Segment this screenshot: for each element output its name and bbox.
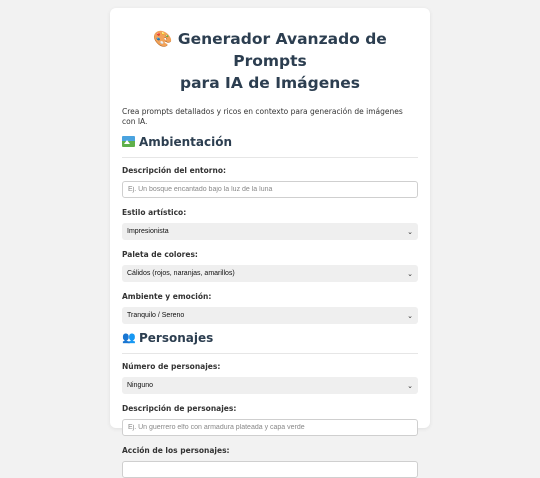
section-personajes-heading xyxy=(122,330,418,354)
title-line-1: Generador Avanzado de Prompts xyxy=(177,30,387,70)
ambiente-emocion-select[interactable] xyxy=(122,307,418,324)
field-paleta-colores xyxy=(122,250,418,282)
label-paleta-colores: Paleta de colores: xyxy=(122,250,198,259)
chevron-down-icon: ⌄ xyxy=(407,312,413,320)
page-subtitle: Crea prompts detallados y ricos en contexto para generación de imágenes con IA. xyxy=(122,107,403,126)
title-line-2: para IA de Imágenes xyxy=(180,74,360,92)
field-ambiente-emocion xyxy=(122,292,418,324)
chevron-down-icon: ⌄ xyxy=(407,270,413,278)
form-card xyxy=(110,8,430,455)
descripcion-personajes-input[interactable] xyxy=(122,419,418,436)
field-descripcion-personajes xyxy=(122,404,418,436)
section-ambientacion-title: Ambientación xyxy=(139,134,233,149)
estilo-artistico-value: Impresionista xyxy=(127,228,169,235)
accion-personajes-input[interactable] xyxy=(122,461,418,478)
label-estilo-artistico: Estilo artístico: xyxy=(122,208,187,217)
numero-personajes-select[interactable] xyxy=(122,377,418,394)
palette-icon: 🎨 xyxy=(153,30,173,48)
landscape-icon xyxy=(122,136,135,147)
descripcion-entorno-input[interactable] xyxy=(122,181,418,198)
paleta-colores-select[interactable] xyxy=(122,265,418,282)
page-title xyxy=(122,28,418,94)
field-numero-personajes xyxy=(122,362,418,394)
ambiente-emocion-value: Tranquilo / Sereno xyxy=(127,312,185,319)
label-numero-personajes: Número de personajes: xyxy=(122,362,221,371)
label-accion-personajes: Acción de los personajes: xyxy=(122,446,230,455)
label-descripcion-personajes: Descripción de personajes: xyxy=(122,404,237,413)
section-ambientacion-heading xyxy=(122,134,418,158)
estilo-artistico-select[interactable] xyxy=(122,223,418,240)
paleta-colores-value: Cálidos (rojos, naranjas, amarillos) xyxy=(127,270,235,277)
label-descripcion-entorno: Descripción del entorno: xyxy=(122,166,226,175)
chevron-down-icon: ⌄ xyxy=(407,228,413,236)
chevron-down-icon: ⌄ xyxy=(407,382,413,390)
label-ambiente-emocion: Ambiente y emoción: xyxy=(122,292,212,301)
field-descripcion-entorno xyxy=(122,166,418,198)
section-personajes-title: Personajes xyxy=(139,330,214,345)
people-icon: 👥 xyxy=(122,331,136,344)
field-accion-personajes xyxy=(122,446,418,478)
numero-personajes-value: Ninguno xyxy=(127,382,154,389)
field-estilo-artistico xyxy=(122,208,418,240)
